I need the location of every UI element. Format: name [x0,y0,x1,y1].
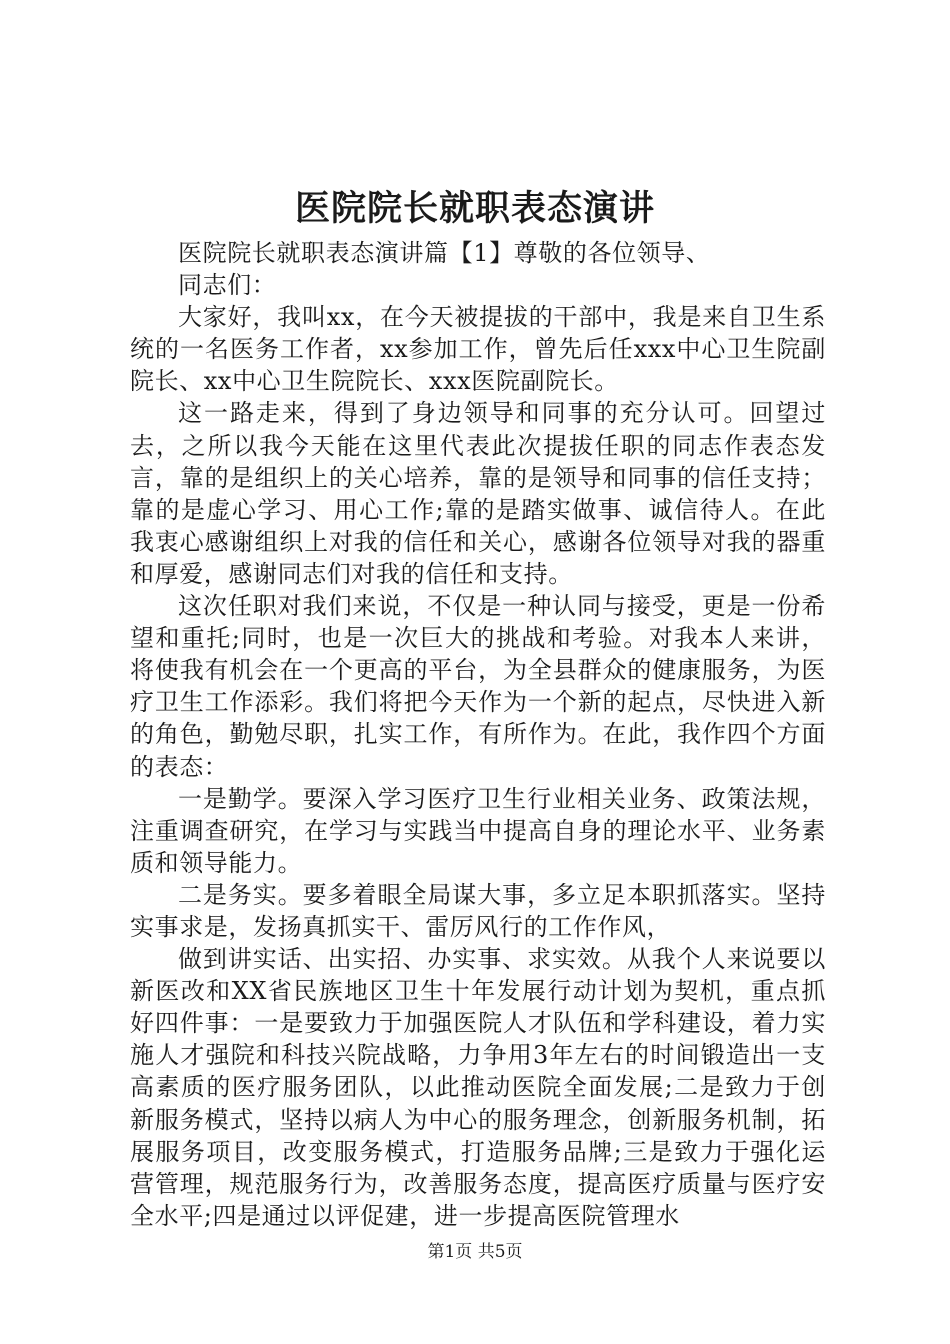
paragraph-1: 医院院长就职表态演讲篇【1】尊敬的各位领导、 [178,239,711,267]
paragraph-4: 这一路走来，得到了身边领导和同事的充分认可。回望过去，之所以我今天能在这里代表此次提拔任职的同志作表态发言，靠的是组织上的关心培养，靠的是领导和同事的信任支持；靠的是虚心学习、用心工作;靠的是踏实做事、诚信待人。在此我衷心感谢组织上对我的信任和关心，感谢各位领导对我的器重和厚爱，感谢同志们对我的信任和支持。 [130,399,826,588]
paragraph-6: 一是勤学。要深入学习医疗卫生行业相关业务、政策法规，注重调查研究，在学习与实践当中提高自身的理论水平、业务素质和领导能力。 [130,784,826,877]
document-title: 医院院长就职表态演讲 [294,188,655,229]
document-body [130,237,826,1232]
paragraph-8: 做到讲实话、出实招、办实事、求实效。从我个人来说要以新医改和XX省民族地区卫生十年发展行动计划为契机，重点抓好四件事：一是要致力于加强医院人才队伍和学科建设，着力实施人才强院和科技兴院战略，力争用3年左右的时间锻造出一支高素质的医疗服务团队，以此推动医院全面发展;二是致力于创新服务模式，坚持以病人为中心的服务理念，创新服务机制，拓展服务项目，改变服务模式，打造服务品牌;三是致力于强化运营管理，规范服务行为，改善服务态度，提高医疗质量与医疗安全水平;四是通过以评促建，进一步提高医院管理水 [130,945,826,1230]
paragraph-7: 二是务实。要多着眼全局谋大事，多立足本职抓落实。坚持实事求是，发扬真抓实干、雷厉风行的工作作风， [130,880,826,941]
paragraph-3: 大家好，我叫xx，在今天被提拔的干部中，我是来自卫生系统的一名医务工作者，xx参加工作，曾先后任xxx中心卫生院副院长、xx中心卫生院院长、xxx医院副院长。 [130,303,826,396]
page-number-footer: 第1页 共5页 [427,1242,523,1262]
paragraph-2: 同志们： [178,271,277,300]
paragraph-5: 这次任职对我们来说，不仅是一种认同与接受，更是一份希望和重托;同时，也是一次巨大的挑战和考验。对我本人来讲，将使我有机会在一个更高的平台，为全县群众的健康服务，为医疗卫生工作添彩。我们将把今天作为一个新的起点，尽快进入新的角色，勤勉尽职，扎实工作，有所作为。在此，我作四个方面的表态： [130,592,826,781]
